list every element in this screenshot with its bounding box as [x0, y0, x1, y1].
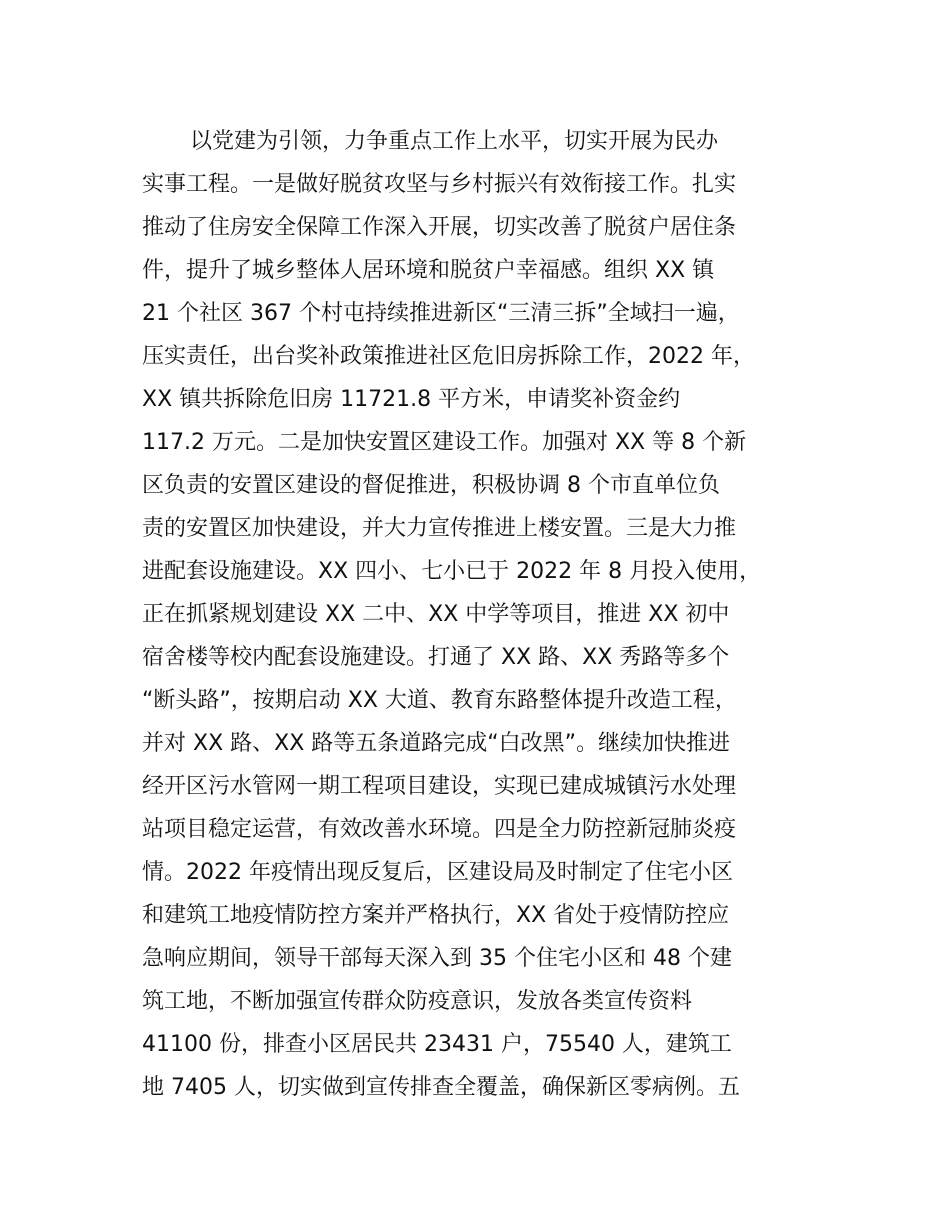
text-line: 实事工程。一是做好脱贫攻坚与乡村振兴有效衔接工作。扎实 — [142, 172, 737, 197]
text-line: 41100 份，排查小区居民共 23431 户，75540 人，建筑工 — [142, 1032, 732, 1057]
body-paragraph — [142, 120, 842, 1109]
text-line: 筑工地，不断加强宣传群众防疫意识，发放各类宣传资料 — [142, 989, 693, 1014]
text-line: 和建筑工地疫情防控方案并严格执行，XX 省处于疫情防控应 — [142, 903, 730, 928]
text-line: 区负责的安置区建设的督促推进，积极协调 8 个市直单位负 — [142, 473, 720, 498]
text-line: 责的安置区加快建设，并大力宣传推进上楼安置。三是大力推 — [142, 516, 737, 541]
text-line: 以党建为引领，力争重点工作上水平，切实开展为民办 — [190, 129, 719, 154]
text-line: 并对 XX 路、XX 路等五条道路完成“白改黑”。继续加快推进 — [142, 731, 731, 756]
text-line: 推动了住房安全保障工作深入开展，切实改善了脱贫户居住条 — [142, 215, 737, 240]
text-line: 经开区污水管网一期工程项目建设，实现已建成城镇污水处理 — [142, 774, 737, 799]
text-line: “断头路”，按期启动 XX 大道、教育东路整体提升改造工程， — [142, 688, 737, 713]
text-line: 地 7405 人，切实做到宣传排查全覆盖，确保新区零病例。五 — [142, 1075, 740, 1100]
text-line: 件，提升了城乡整体人居环境和脱贫户幸福感。组织 XX 镇 — [142, 258, 715, 283]
text-line: 压实责任，出台奖补政策推进社区危旧房拆除工作，2022 年， — [142, 344, 755, 369]
text-line: 117.2 万元。二是加快安置区建设工作。加强对 XX 等 8 个新 — [142, 430, 747, 455]
text-line: 宿舍楼等校内配套设施建设。打通了 XX 路、XX 秀路等多个 — [142, 645, 730, 670]
text-line: 急响应期间，领导干部每天深入到 35 个住宅小区和 48 个建 — [142, 946, 732, 971]
text-line: 进配套设施建设。XX 四小、七小已于 2022 年 8 月投入使用， — [142, 559, 762, 584]
text-line: XX 镇共拆除危旧房 11721.8 平方米，申请奖补资金约 — [142, 387, 681, 412]
text-line: 站项目稳定运营，有效改善水环境。四是全力防控新冠肺炎疫 — [142, 817, 737, 842]
text-line: 21 个社区 367 个村屯持续推进新区“三清三拆”全域扫一遍， — [142, 301, 740, 326]
text-line: 情。2022 年疫情出现反复后，区建设局及时制定了住宅小区 — [142, 860, 733, 885]
text-line: 正在抓紧规划建设 XX 二中、XX 中学等项目，推进 XX 初中 — [142, 602, 730, 627]
